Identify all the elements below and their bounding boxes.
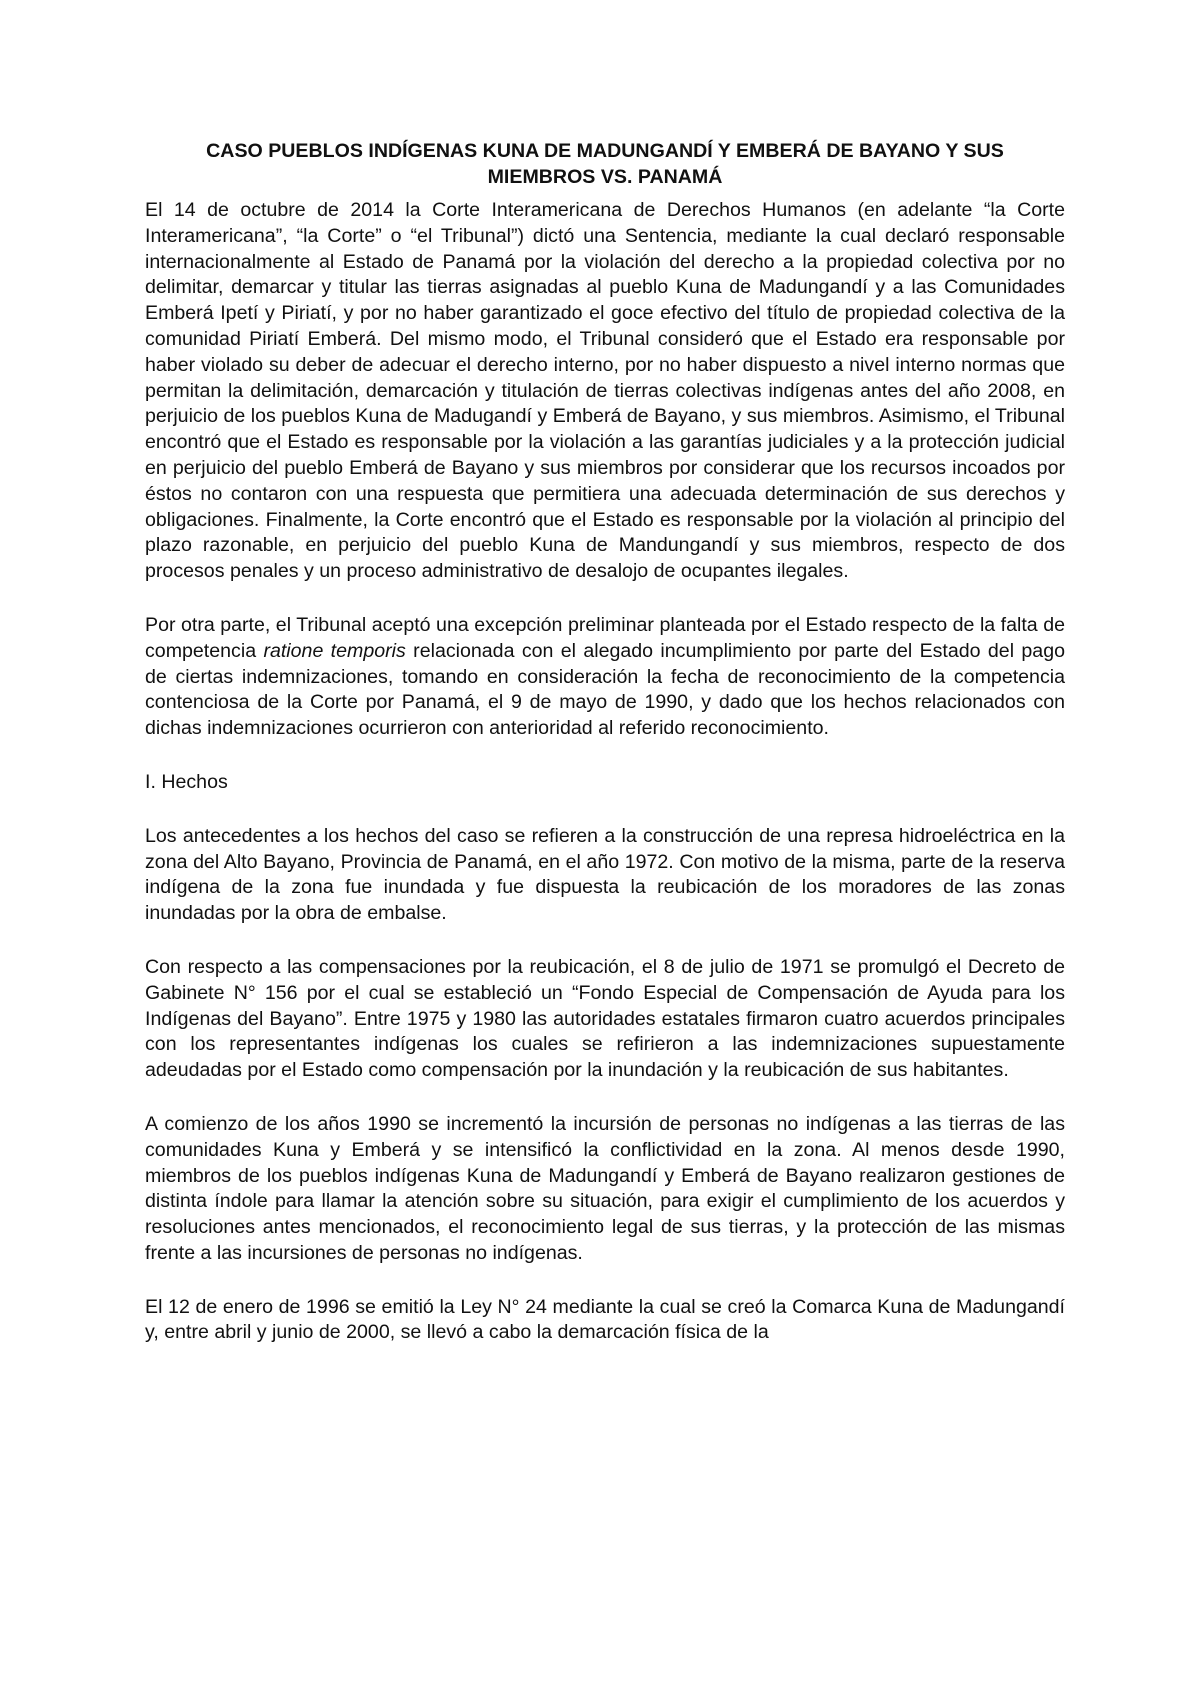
document-title — [145, 138, 1065, 190]
section-heading-hechos: I. Hechos — [145, 770, 228, 793]
paragraph-2-text-start: Por otra parte, el Tribunal aceptó una excepción preliminar planteada por el Estado respecto de la falta de competencia — [145, 613, 1065, 662]
paragraph-preliminary-exception — [145, 613, 1065, 742]
paragraph-law-24: El 12 de enero de 1996 se emitió la Ley N° 24 mediante la cual se creó la Comarca Kuna de Madungandí y, entre abril y junio de 2000, se llevó a cabo la demarcación física de la — [145, 1295, 1065, 1344]
paragraph-background: Los antecedentes a los hechos del caso se refieren a la construcción de una represa hidroeléctrica en la zona del Alto Bayano, Provincia de Panamá, en el año 1972. Con motivo de la misma, parte de la reserva indígena de la zona fue inundada y fue dispuesta la reubicación de los moradores de las zonas inundadas por la obra de embalse. — [145, 824, 1065, 925]
title-line-1: CASO PUEBLOS INDÍGENAS KUNA DE MADUNGANDÍ Y EMBERÁ DE BAYANO Y SUS — [206, 140, 1004, 162]
paragraph-2-text-end: relacionada con el alegado incumplimiento por parte del Estado del pago de ciertas indemnizaciones, tomando en consideración la fecha de reconocimiento de la competencia contenciosa de la Corte por Panamá, el 9 de mayo de 1990, y dado que los hechos relacionados con dichas indemnizaciones ocurrieron con anterioridad al referido reconocimiento. — [145, 639, 1065, 740]
paragraph-sentence-summary: El 14 de octubre de 2014 la Corte Interamericana de Derechos Humanos (en adelante “la Corte Interamericana”, “la Corte” o “el Tribunal”) dictó una Sentencia, mediante la cual declaró responsable internacionalmente al Estado de Panamá por la violación del derecho a la propiedad colectiva por no delimitar, demarcar y titular las tierras asignadas al pueblo Kuna de Madungandí y a las Comunidades Emberá Ipetí y Piriatí, y por no haber garantizado el goce efectivo del título de propiedad colectiva de la comunidad Piriatí Emberá. Del mismo modo, el Tribunal consideró que el Estado era responsable por haber violado su deber de adecuar el derecho interno, por no haber dispuesto a nivel interno normas que permitan la delimitación, demarcación y titulación de tierras colectivas indígenas antes del año 2008, en perjuicio de los pueblos Kuna de Madugandí y Emberá de Bayano, y sus miembros. Asimismo, el Tribunal encontró que el Estado es responsable por la violación a las garantías judiciales y a la protección judicial en perjuicio del pueblo Emberá de Bayano y sus miembros por considerar que los recursos incoados por éstos no contaron con una respuesta que permitiera una adecuada determinación de sus derechos y obligaciones. Finalmente, la Corte encontró que el Estado es responsable por la violación al principio del plazo razonable, en perjuicio del pueblo Kuna de Mandungandí y sus miembros, respecto de dos procesos penales y un proceso administrativo de desalojo de ocupantes ilegales. — [145, 199, 1065, 583]
paragraph-compensations: Con respecto a las compensaciones por la reubicación, el 8 de julio de 1971 se promulgó el Decreto de Gabinete N° 156 por el cual se estableció un “Fondo Especial de Compensación de Ayuda para los Indígenas del Bayano”. Entre 1975 y 1980 las autoridades estatales firmaron cuatro acuerdos principales con los representantes indígenas los cuales se refirieron a las indemnizaciones supuestamente adeudadas por el Estado como compensación por la inundación y la reubicación de sus habitantes. — [145, 955, 1065, 1082]
document-body — [145, 138, 1065, 1346]
title-line-2: MIEMBROS VS. PANAMÁ — [487, 166, 723, 188]
paragraph-incursions: A comienzo de los años 1990 se incrementó la incursión de personas no indígenas a las tierras de las comunidades Kuna y Emberá y se intensificó la conflictividad en la zona. Al menos desde 1990, miembros de los pueblos indígenas Kuna de Madungandí y Emberá de Bayano realizaron gestiones de distinta índole para llamar la atención sobre su situación, para exigir el cumplimiento de los acuerdos y resoluciones antes mencionados, el reconocimiento legal de sus tierras, y la protección de las mismas frente a las incursiones de personas no indígenas. — [145, 1112, 1065, 1264]
paragraph-2-italic-term: ratione temporis — [263, 639, 406, 662]
